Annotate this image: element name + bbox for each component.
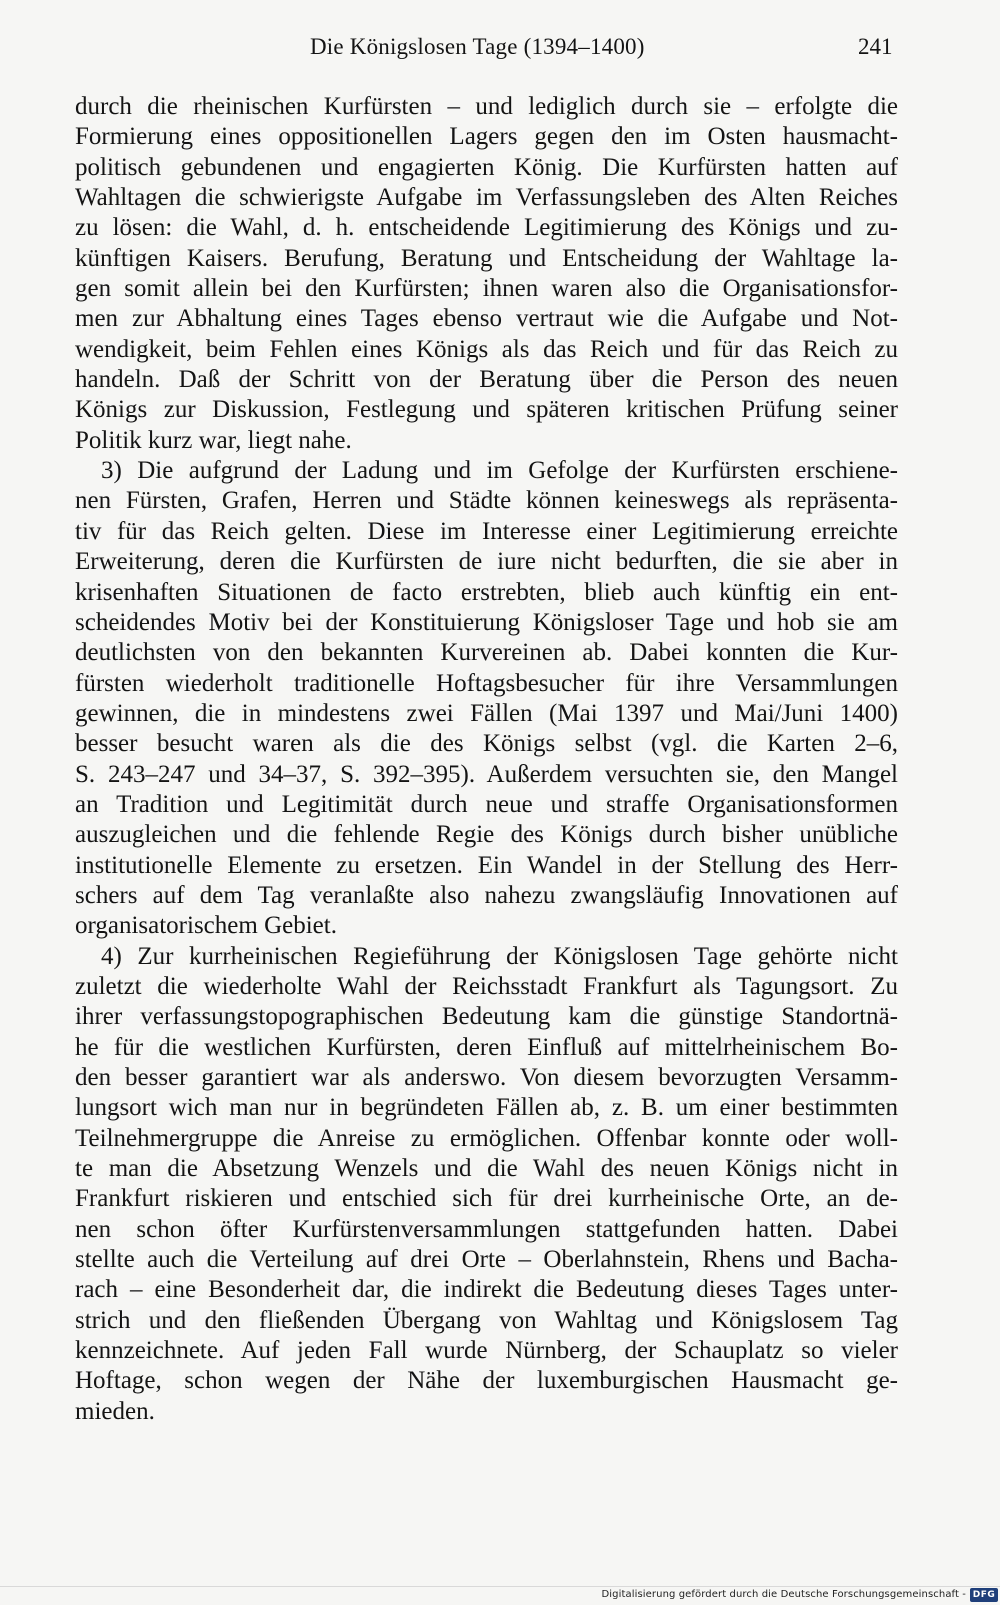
text-line: handeln. Daß der Schritt von der Beratung über die Person des neuen xyxy=(75,366,898,394)
text-line: deutlichsten von den bekannten Kurvereinen ab. Dabei konnten die Kur- xyxy=(75,639,898,667)
body-text xyxy=(75,92,898,1427)
text-line: te man die Absetzung Wenzels und die Wahl des neuen Königs nicht in xyxy=(75,1155,898,1183)
text-line: schers auf dem Tag veranlaßte also nahezu zwangsläufig Innovationen auf xyxy=(75,881,898,909)
text-line: zu lösen: die Wahl, d. h. entscheidende Legitimierung des Königs und zu- xyxy=(75,214,898,242)
paragraph-3-start: 3) Die aufgrund der Ladung und im Gefolge der Kurfürsten erschiene- xyxy=(101,457,898,485)
text-line: Königs zur Diskussion, Festlegung und späteren kritischen Prüfung seiner xyxy=(75,396,898,424)
text-line: rach – eine Besonderheit dar, die indirekt die Bedeutung dieses Tages unter- xyxy=(75,1276,898,1304)
footer xyxy=(0,1586,1000,1605)
text-line: ihrer verfassungstopographischen Bedeutung kam die günstige Standortnä- xyxy=(75,1003,898,1031)
running-title: Die Königslosen Tage (1394–1400) xyxy=(310,34,645,59)
text-line: politisch gebundenen und engagierten König. Die Kurfürsten hatten auf xyxy=(75,153,898,181)
text-line: institutionelle Elemente zu ersetzen. Ein Wandel in der Stellung des Herr- xyxy=(75,851,898,879)
text-line: krisenhaften Situationen de facto erstrebten, blieb auch künftig ein ent- xyxy=(75,578,898,606)
paragraph-4-start: 4) Zur kurrheinischen Regieführung der Königslosen Tage gehörte nicht xyxy=(101,942,898,970)
text-line: he für die westlichen Kurfürsten, deren Einfluß auf mittelrheinischem Bo- xyxy=(75,1033,898,1061)
text-line: zuletzt die wiederholte Wahl der Reichsstadt Frankfurt als Tagungsort. Zu xyxy=(75,972,898,1000)
funding-note: Digitalisierung gefördert durch die Deutsche Forschungsgemeinschaft - xyxy=(601,1589,966,1600)
text-line: an Tradition und Legitimität durch neue und straffe Organisationsformen xyxy=(75,790,898,818)
text-line: tiv für das Reich gelten. Diese im Interesse einer Legitimierung erreichte xyxy=(75,517,898,545)
text-line: mieden. xyxy=(75,1397,155,1425)
text-line: kennzeichnete. Auf jeden Fall wurde Nürnberg, der Schauplatz so vieler xyxy=(75,1337,898,1365)
text-line: durch die rheinischen Kurfürsten – und lediglich durch sie – erfolgte die xyxy=(75,93,898,120)
text-line: gen somit allein bei den Kurfürsten; ihnen waren also die Organisationsfor- xyxy=(75,275,898,303)
text-line: Teilnehmergruppe die Anreise zu ermöglichen. Offenbar konnte oder woll- xyxy=(75,1124,898,1152)
text-line: gewinnen, die in mindestens zwei Fällen (Mai 1397 und Mai/Juni 1400) xyxy=(75,699,898,727)
text-line: Politik kurz war, liegt nahe. xyxy=(75,426,352,454)
text-line: nen Fürsten, Grafen, Herren und Städte können keineswegs als repräsenta- xyxy=(75,487,898,515)
text-line: besser besucht waren als die des Königs selbst (vgl. die Karten 2–6, xyxy=(75,730,898,758)
text-line: S. 243–247 und 34–37, S. 392–395). Außerdem versuchten sie, den Mangel xyxy=(75,760,898,788)
text-line: scheidendes Motiv bei der Konstituierung Königsloser Tage und hob sie am xyxy=(75,608,898,636)
text-line: künftigen Kaisers. Berufung, Beratung und Entscheidung der Wahltage la- xyxy=(75,244,898,272)
text-line: nen schon öfter Kurfürstenversammlungen stattgefunden hatten. Dabei xyxy=(75,1215,898,1243)
text-line: den besser garantiert war als anderswo. Von diesem bevorzugten Versamm- xyxy=(75,1064,898,1091)
text-line: organisatorischem Gebiet. xyxy=(75,912,337,940)
dfg-logo-text: DFG xyxy=(972,1590,996,1600)
text-line: Wahltagen die schwierigste Aufgabe im Verfassungsleben des Alten Reiches xyxy=(75,184,898,212)
dfg-logo xyxy=(970,1588,998,1602)
text-line: Hoftage, schon wegen der Nähe der luxemburgischen Hausmacht ge- xyxy=(75,1367,898,1395)
text-line: lungsort wich man nur in begründeten Fällen ab, z. B. um einer bestimmten xyxy=(75,1094,898,1122)
text-line: Erweiterung, deren die Kurfürsten de iure nicht bedurften, die sie aber in xyxy=(75,548,898,576)
text-line: stellte auch die Verteilung auf drei Orte – Oberlahnstein, Rhens und Bacha- xyxy=(75,1246,898,1274)
page-number: 241 xyxy=(858,34,893,59)
text-line: wendigkeit, beim Fehlen eines Königs als das Reich und für das Reich zu xyxy=(75,335,898,363)
text-line: Formierung eines oppositionellen Lagers gegen den im Osten hausmacht- xyxy=(75,123,898,151)
text-line: strich und den fließenden Übergang von Wahltag und Königslosem Tag xyxy=(75,1306,898,1334)
text-line: auszugleichen und die fehlende Regie des Königs durch bisher unübliche xyxy=(75,821,898,849)
footer-divider xyxy=(0,1586,1000,1587)
page-header xyxy=(0,34,1000,68)
text-line: men zur Abhaltung eines Tages ebenso vertraut wie die Aufgabe und Not- xyxy=(75,305,898,333)
text-line: Frankfurt riskieren und entschied sich für drei kurrheinische Orte, an de- xyxy=(75,1185,898,1213)
text-line: fürsten wiederholt traditionelle Hoftagsbesucher für ihre Versammlungen xyxy=(75,669,898,697)
